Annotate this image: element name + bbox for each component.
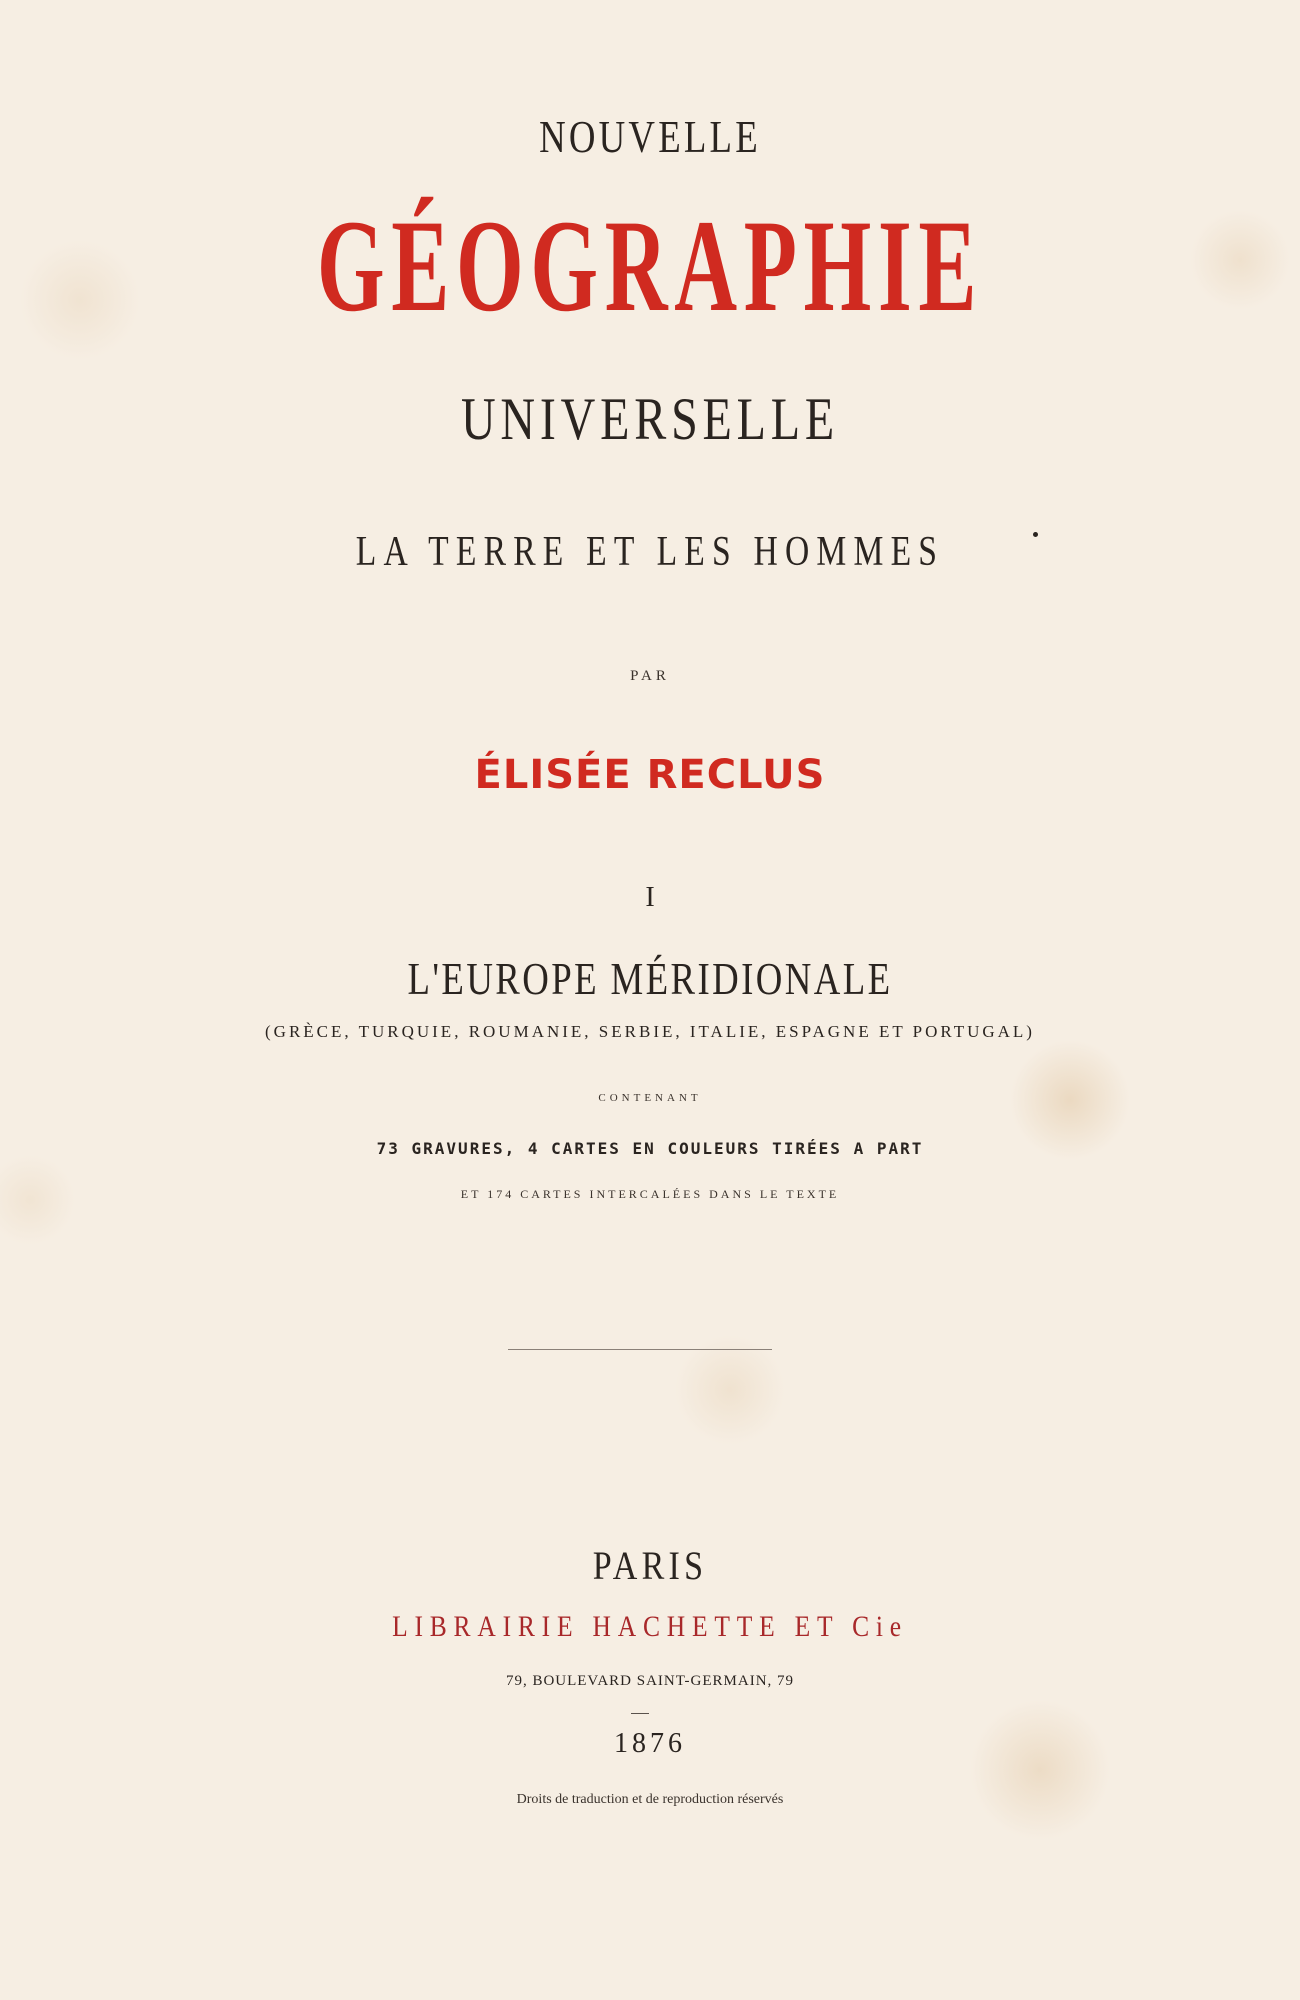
title-line-universelle: UNIVERSELLE — [460, 386, 840, 452]
author-name: ÉLISÉE RECLUS — [474, 752, 826, 798]
rights-notice: Droits de traduction et de reproduction réservés — [516, 1792, 784, 1807]
gravures-line: 73 GRAVURES, 4 CARTES EN COULEURS TIRÉES A PART — [376, 1139, 924, 1158]
imprint-address: 79, BOULEVARD SAINT-GERMAIN, 79 — [505, 1673, 795, 1689]
volume-number: I — [645, 882, 655, 913]
title-line-geographie: GÉOGRAPHIE — [316, 192, 984, 339]
title-line-nouvelle: NOUVELLE — [539, 111, 761, 162]
cartes-line: ET 174 CARTES INTERCALÉES DANS LE TEXTE — [460, 1187, 840, 1201]
short-divider — [631, 1713, 649, 1714]
countries-list: (GRÈCE, TURQUIE, ROUMANIE, SERBIE, ITALIE, ESPAGNE ET PORTUGAL) — [265, 1022, 1035, 1041]
imprint-city: PARIS — [592, 1543, 708, 1588]
subtitle: LA TERRE ET LES HOMMES — [355, 529, 945, 575]
ink-speck — [1033, 532, 1038, 537]
par-label: PAR — [630, 668, 670, 684]
imprint-year: 1876 — [614, 1728, 686, 1759]
imprint-publisher: LIBRAIRIE HACHETTE ET Cie — [392, 1610, 908, 1643]
volume-title: L'EUROPE MÉRIDIONALE — [407, 953, 893, 1004]
contenant-label: CONTENANT — [598, 1092, 702, 1104]
divider-rule — [508, 1349, 772, 1350]
